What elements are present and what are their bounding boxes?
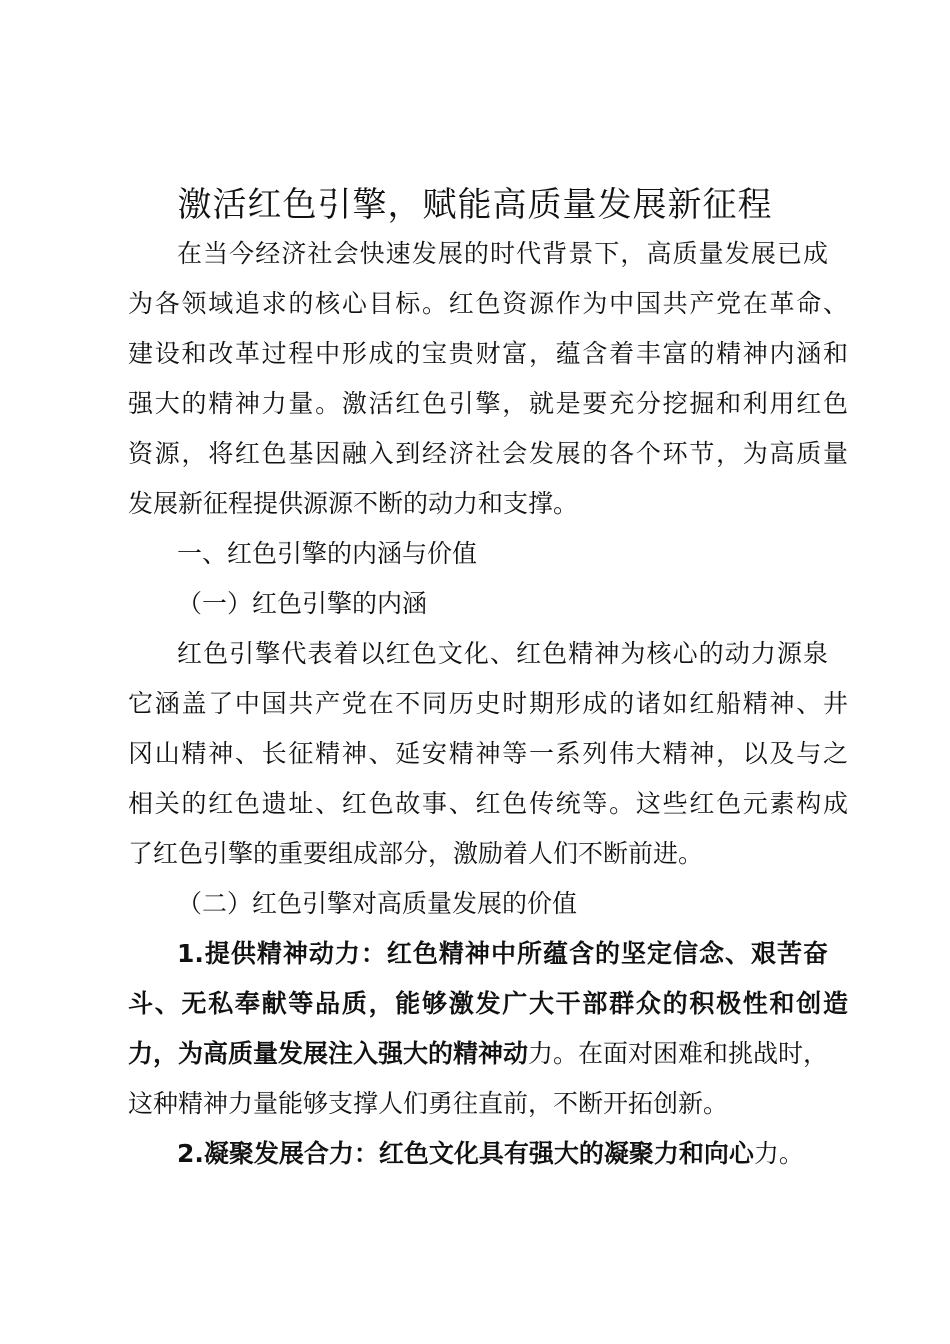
- paragraph-line: 了红色引擎的重要组成部分，激励着人们不断前进。: [128, 839, 704, 868]
- paragraph-line: 在当今经济社会快速发展的时代背景下，高质量发展已成: [177, 239, 828, 268]
- paragraph-line: 红色引擎代表着以红色文化、红色精神为核心的动力源泉: [177, 639, 828, 668]
- paragraph-line: 冈山精神、长征精神、延安精神等一系列伟大精神，以及与之: [128, 739, 848, 768]
- subsection-heading: （二）红色引擎对高质量发展的价值: [177, 889, 578, 918]
- paragraph-line: 相关的红色遗址、红色故事、红色传统等。这些红色元素构成: [128, 789, 848, 818]
- paragraph-line: [177, 1129, 828, 1179]
- paragraph-line: 建设和改革过程中形成的宝贵财富，蕴含着丰富的精神内涵和: [128, 339, 848, 368]
- paragraph-line: 1.提供精神动力：红色精神中所蕴含的坚定信念、艰苦奋: [177, 939, 828, 968]
- normal-run: 力。在面对困难和挑战时，: [528, 1039, 829, 1068]
- document-title: 激活红色引擎，赋能高质量发展新征程: [177, 185, 773, 225]
- bold-run: 力，为高质量发展注入强大的精神动: [128, 1039, 529, 1068]
- paragraph-line: 为各领域追求的核心目标。红色资源作为中国共产党在革命、: [128, 289, 848, 318]
- paragraph-line: [128, 1029, 848, 1079]
- paragraph-line: 发展新征程提供源源不断的动力和支撑。: [128, 489, 579, 518]
- normal-run: 力。: [753, 1139, 804, 1168]
- paragraph-line: 这种精神力量能够支撑人们勇往直前，不断开拓创新。: [128, 1089, 729, 1118]
- section-heading: 一、红色引擎的内涵与价值: [177, 539, 478, 568]
- paragraph-line: 斗、无私奉献等品质，能够激发广大干部群众的积极性和创造: [128, 989, 848, 1018]
- bold-run: 2.凝聚发展合力：红色文化具有强大的凝聚力和向心: [177, 1139, 754, 1168]
- paragraph-line: 资源，将红色基因融入到经济社会发展的各个环节，为高质量: [128, 439, 848, 468]
- paragraph-line: 它涵盖了中国共产党在不同历史时期形成的诸如红船精神、井: [128, 689, 848, 718]
- paragraph-line: 强大的精神力量。激活红色引擎，就是要充分挖掘和利用红色: [128, 389, 848, 418]
- subsection-heading: （一）红色引擎的内涵: [177, 589, 428, 618]
